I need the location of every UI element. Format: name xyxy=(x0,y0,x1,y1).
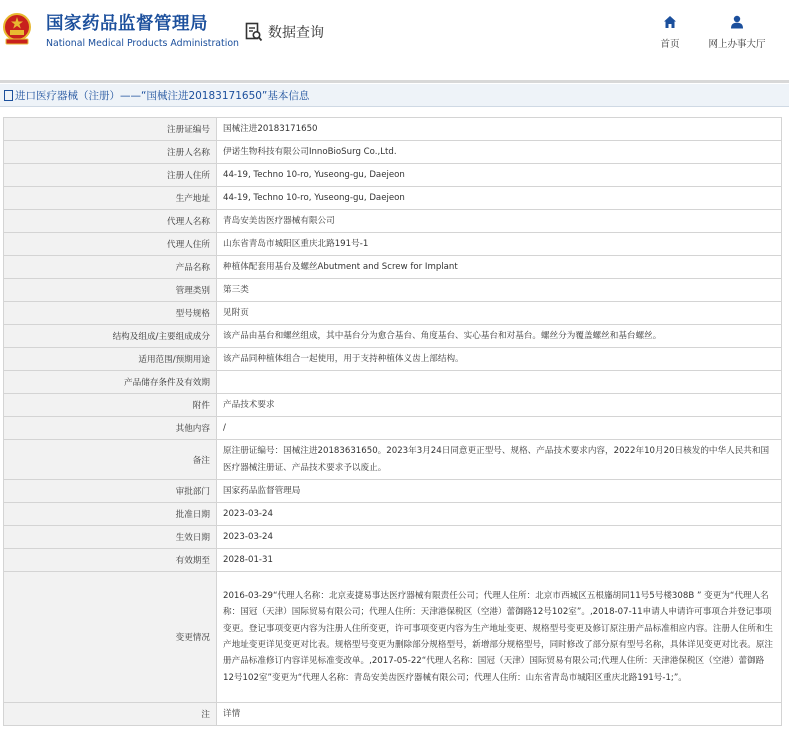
details-link[interactable]: 详情 xyxy=(217,703,782,726)
row-label: 有效期至 xyxy=(4,549,217,572)
table-row xyxy=(4,480,782,503)
row-label: 管理类别 xyxy=(4,279,217,302)
row-value: 2023-03-24 xyxy=(217,526,782,549)
row-label: 适用范围/预期用途 xyxy=(4,348,217,371)
row-label: 代理人住所 xyxy=(4,233,217,256)
table-row xyxy=(4,371,782,394)
row-value: 产品技术要求 xyxy=(217,394,782,417)
row-value: 该产品同种植体组合一起使用，用于支持种植体义齿上部结构。 xyxy=(217,348,782,371)
row-label: 变更情况 xyxy=(4,572,217,703)
user-icon xyxy=(730,15,744,29)
table-row xyxy=(4,417,782,440)
table-row xyxy=(4,549,782,572)
document-icon xyxy=(4,90,13,101)
row-label: 产品名称 xyxy=(4,256,217,279)
breadcrumb xyxy=(4,88,309,103)
row-value: 国家药品监督管理局 xyxy=(217,480,782,503)
national-emblem-icon[interactable] xyxy=(2,12,32,46)
data-query-link[interactable] xyxy=(245,21,324,43)
row-value: 第三类 xyxy=(217,279,782,302)
table-row xyxy=(4,256,782,279)
table-row xyxy=(4,279,782,302)
row-label: 注册证编号 xyxy=(4,118,217,141)
table-row xyxy=(4,164,782,187)
row-label: 注册人名称 xyxy=(4,141,217,164)
row-label: 其他内容 xyxy=(4,417,217,440)
row-label: 代理人名称 xyxy=(4,210,217,233)
table-row xyxy=(4,572,782,703)
table-row xyxy=(4,187,782,210)
row-label: 生效日期 xyxy=(4,526,217,549)
row-label: 结构及组成/主要组成成分 xyxy=(4,325,217,348)
row-value: 2028-01-31 xyxy=(217,549,782,572)
data-query-label: 数据查询 xyxy=(268,25,324,41)
row-label: 批准日期 xyxy=(4,503,217,526)
table-row xyxy=(4,233,782,256)
row-value xyxy=(217,371,782,394)
row-label: 产品储存条件及有效期 xyxy=(4,371,217,394)
row-value: 山东省青岛市城阳区重庆北路191号-1 xyxy=(217,233,782,256)
row-value: 44-19, Techno 10-ro, Yuseong-gu, Daejeon xyxy=(217,187,782,210)
row-value: 44-19, Techno 10-ro, Yuseong-gu, Daejeon xyxy=(217,164,782,187)
breadcrumb-text: 进口医疗器械（注册）——“国械注进20183171650”基本信息 xyxy=(15,90,310,102)
table-row xyxy=(4,440,782,480)
nav-online-hall[interactable] xyxy=(704,14,770,50)
row-value: 种植体配套用基台及螺丝Abutment and Screw for Implant xyxy=(217,256,782,279)
org-name-cn[interactable]: 国家药品监督管理局 xyxy=(46,14,208,34)
table-row xyxy=(4,526,782,549)
row-label: 备注 xyxy=(4,440,217,480)
table-row xyxy=(4,118,782,141)
row-value: 国械注进20183171650 xyxy=(217,118,782,141)
search-document-icon xyxy=(245,22,263,42)
row-label: 生产地址 xyxy=(4,187,217,210)
row-value: / xyxy=(217,417,782,440)
row-label: 注册人住所 xyxy=(4,164,217,187)
nav-home[interactable] xyxy=(657,14,683,50)
breadcrumb-bar xyxy=(0,84,789,107)
row-label: 附件 xyxy=(4,394,217,417)
table-row xyxy=(4,348,782,371)
row-label: 注 xyxy=(4,703,217,726)
row-label: 审批部门 xyxy=(4,480,217,503)
row-value: 2023-03-24 xyxy=(217,503,782,526)
site-header xyxy=(0,0,789,62)
row-value: 该产品由基台和螺丝组成，其中基台分为愈合基台、角度基台、实心基台和对基台。螺丝分为覆盖螺丝和基台螺丝。 xyxy=(217,325,782,348)
row-value: 见附页 xyxy=(217,302,782,325)
row-value: 原注册证编号：国械注进20183631650。2023年3月24日同意更正型号、规格、产品技术要求内容，2022年10月20日核发的中华人民共和国医疗器械注册证、产品技术要求予以废止。 xyxy=(217,440,782,480)
table-row xyxy=(4,394,782,417)
table-row xyxy=(4,302,782,325)
nav-home-label: 首页 xyxy=(660,39,680,50)
table-row xyxy=(4,703,782,726)
row-value: 伊诺生物科技有限公司InnoBioSurg Co.,Ltd. xyxy=(217,141,782,164)
row-value: 2016-03-29“代理人名称：北京麦捷易事达医疗器械有限责任公司；代理人住所：北京市西城区五根旛胡同11号5号楼308B ” 变更为“代理人名称：国冠（天津）国际贸易有限公司；代理人住所：天津港保税区（空港）蕾御路12号102室”。,2018-07-11申请人申请许可事项合并登记事项变更。登记事项变更内容为注册人住所变更，许可事项变更内容为生产地址变更、规格型号变更及修订原注册产品标准相应内容。注册人住所和生产地址变更详见变更对比表。规格型号变更为删除部分规格型号，新增部分规格型号，同时修改了部分原有型号名称，具体详见变更对比表。原注册产品标准修订内容详见标准变改单。,2017-05-22“代理人名称：国冠（天津）国际贸易有限公司;代理人住所：天津港保税区（空港）蕾御路12号102室”变更为“代理人名称：青岛安美齿医疗器械有限公司；代理人住所：山东省青岛市城阳区重庆北路191号-1;”。 xyxy=(217,572,782,703)
home-icon xyxy=(663,15,677,29)
nav-online-hall-label: 网上办事大厅 xyxy=(708,39,766,50)
org-name-en[interactable]: National Medical Products Administration xyxy=(46,38,240,49)
row-label: 型号规格 xyxy=(4,302,217,325)
table-row xyxy=(4,210,782,233)
table-row xyxy=(4,141,782,164)
table-row xyxy=(4,503,782,526)
header-divider xyxy=(0,80,789,83)
row-value: 青岛安美齿医疗器械有限公司 xyxy=(217,210,782,233)
device-info-table xyxy=(3,117,782,726)
table-row xyxy=(4,325,782,348)
